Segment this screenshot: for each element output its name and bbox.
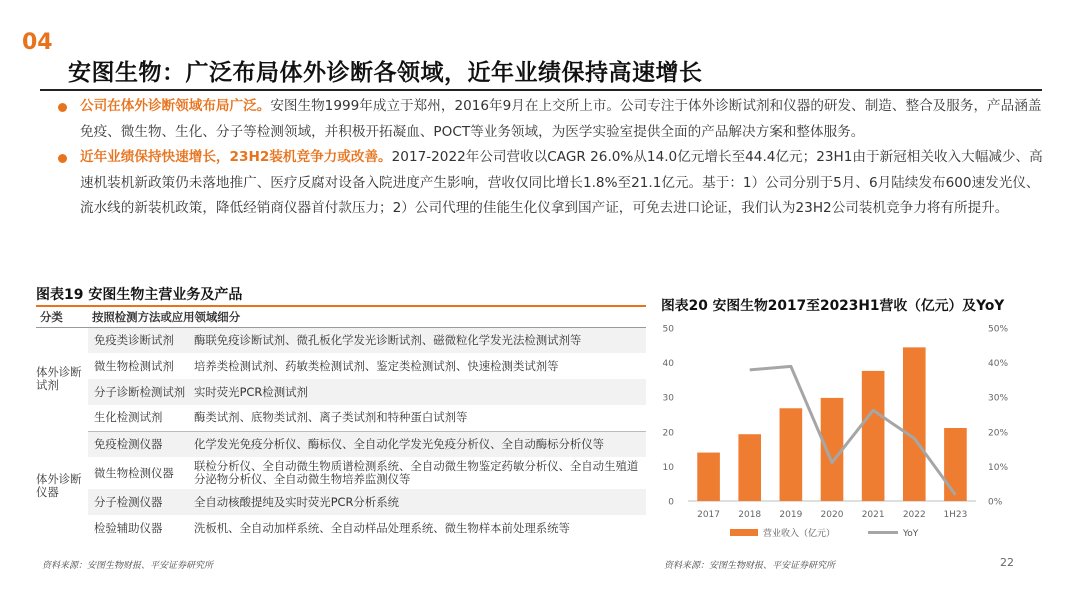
product-table-wrap xyxy=(36,305,646,551)
table-detail-cell: 化学发光免疫分析仪、酶标仪、全自动化学发光免疫分析仪、全自动酶标分析仪等 xyxy=(188,431,646,457)
bullet-text: 2017-2022年公司营收以CAGR 26.0%从14.0亿元增长至44.4亿元；23H1由于新冠相关收入大幅减少、高速机装机新政策仍未落地推广、医疗反腐对设备入院进度产生影响，营收仅同比增长1.8%至21.1亿元。基于：1）公司分别于5月、6月陆续发布600速发光仪、流水线的新装机政策，降低经销商仪器首付款压力；2）公司代理的佳能生化仪拿到国产证，可免去进口论证，我们认为23H2公司装机竞争力将有所提升。 xyxy=(80,149,1043,217)
y-right-tick-label: 40% xyxy=(988,359,1009,370)
table-title: 图表19 安图生物主营业务及产品 xyxy=(36,287,243,303)
table-sub-cell: 免疫类诊断试剂 xyxy=(88,327,188,353)
table-sub-cell: 生化检测试剂 xyxy=(88,405,188,431)
table-sub-cell: 检验辅助仪器 xyxy=(94,520,163,535)
table-row xyxy=(36,515,646,541)
bullet-heading: 公司在体外诊断领域布局广泛。 xyxy=(80,98,271,114)
y-right-tick-label: 0% xyxy=(988,497,1003,508)
y-left-tick-label: 40 xyxy=(662,359,674,370)
bullet-dot-icon xyxy=(58,154,67,163)
revenue-bar xyxy=(862,371,885,501)
table-detail-cell: 培养类检测试剂、药敏类检测试剂、鉴定类检测试剂、快速检测类试剂等 xyxy=(194,358,559,373)
x-tick-label: 1H23 xyxy=(943,510,968,520)
revenue-bar xyxy=(738,434,761,501)
table-sub-cell: 分子检测仪器 xyxy=(88,489,188,515)
x-tick-label: 2022 xyxy=(902,510,926,520)
bullet-text: 安图生物1999年成立于郑州，2016年9月在上交所上市。公司专注于体外诊断试剂和仪器的研发、制造、整合及服务，产品涵盖免疫、微生物、生化、分子等检测领域，并积极开拓凝血、POCT等业务领域，为医学实验室提供全面的产品解决方案和整体服务。 xyxy=(80,98,1042,140)
table-detail-cell: 酶联免疫诊断试剂、微孔板化学发光诊断试剂、磁微粒化学发光法检测试剂等 xyxy=(188,327,646,353)
table-sub-cell: 分子诊断检测试剂 xyxy=(88,379,188,405)
y-left-tick-label: 30 xyxy=(662,393,674,404)
table-row xyxy=(36,379,646,405)
table-row xyxy=(36,405,646,431)
revenue-bar xyxy=(903,347,926,501)
y-right-tick-label: 10% xyxy=(988,462,1009,473)
table-category-cell: 体外诊断试剂 xyxy=(36,365,82,393)
page-number: 22 xyxy=(1000,556,1014,569)
revenue-bar xyxy=(780,408,803,501)
table-detail-cell: 联检分析仪、全自动微生物质谱检测系统、全自动微生物鉴定药敏分析仪、全自动生殖道分泌物分析仪、全自动微生物培养监测仪等 xyxy=(194,459,639,486)
y-left-tick-label: 0 xyxy=(668,497,674,508)
x-tick-label: 2018 xyxy=(738,510,762,520)
bullet-item xyxy=(58,94,1048,145)
table-detail-cell: 酶类试剂、底物类试剂、离子类试剂和特种蛋白试剂等 xyxy=(188,405,646,431)
table-header-detail: 按照检测方法或应用领域细分 xyxy=(88,306,646,327)
revenue-bar xyxy=(821,398,844,501)
table-source: 资料来源：安图生物财报、平安证券研究所 xyxy=(42,561,214,571)
legend-yoy-label: YoY xyxy=(903,529,919,539)
table-header-row xyxy=(36,306,646,327)
chart-source: 资料来源：安图生物财报、平安证券研究所 xyxy=(664,561,836,571)
y-left-tick-label: 10 xyxy=(662,462,674,473)
table-row xyxy=(36,431,646,457)
legend-revenue-swatch xyxy=(730,529,758,536)
bullet-list xyxy=(58,94,1048,222)
x-tick-label: 2019 xyxy=(779,510,803,520)
y-left-tick-label: 50 xyxy=(662,324,674,335)
x-tick-label: 2020 xyxy=(820,510,844,520)
table-row xyxy=(36,327,646,353)
y-right-tick-label: 30% xyxy=(988,393,1009,404)
x-tick-label: 2017 xyxy=(697,510,721,520)
table-sub-cell: 免疫检测仪器 xyxy=(88,431,188,457)
legend-revenue-label: 营业收入（亿元） xyxy=(763,529,836,539)
title-divider xyxy=(40,89,1042,91)
revenue-bar xyxy=(944,428,967,501)
revenue-bar xyxy=(697,453,720,501)
table-sub-cell: 微生物检测试剂 xyxy=(94,358,174,373)
table-detail-cell: 实时荧光PCR检测试剂 xyxy=(188,379,646,405)
table-header-category: 分类 xyxy=(36,306,88,327)
table-row xyxy=(36,457,646,489)
product-table xyxy=(36,305,646,541)
table-detail-cell: 洗板机、全自动加样系统、全自动样品处理系统、微生物样本前处理系统等 xyxy=(194,520,570,535)
y-left-tick-label: 20 xyxy=(662,428,674,439)
table-sub-cell: 微生物检测仪器 xyxy=(94,465,174,480)
y-right-tick-label: 50% xyxy=(988,324,1009,335)
slide-title: 安图生物：广泛布局体外诊断各领域，近年业绩保持高速增长 xyxy=(68,60,703,86)
chart-title: 图表20 安图生物2017至2023H1营收（亿元）及YoY xyxy=(661,298,1005,314)
table-row xyxy=(36,353,646,379)
bullet-item xyxy=(58,145,1048,222)
y-right-tick-label: 20% xyxy=(988,428,1009,439)
table-row xyxy=(36,489,646,515)
table-detail-cell: 全自动核酸提纯及实时荧光PCR分析系统 xyxy=(188,489,646,515)
bullet-heading: 近年业绩保持快速增长，23H2装机竞争力或改善。 xyxy=(80,149,392,166)
revenue-chart xyxy=(650,318,1020,554)
bullet-dot-icon xyxy=(58,103,67,112)
x-tick-label: 2021 xyxy=(861,510,885,520)
slide-number: 04 xyxy=(22,30,53,55)
table-category-cell: 体外诊断仪器 xyxy=(36,472,82,499)
